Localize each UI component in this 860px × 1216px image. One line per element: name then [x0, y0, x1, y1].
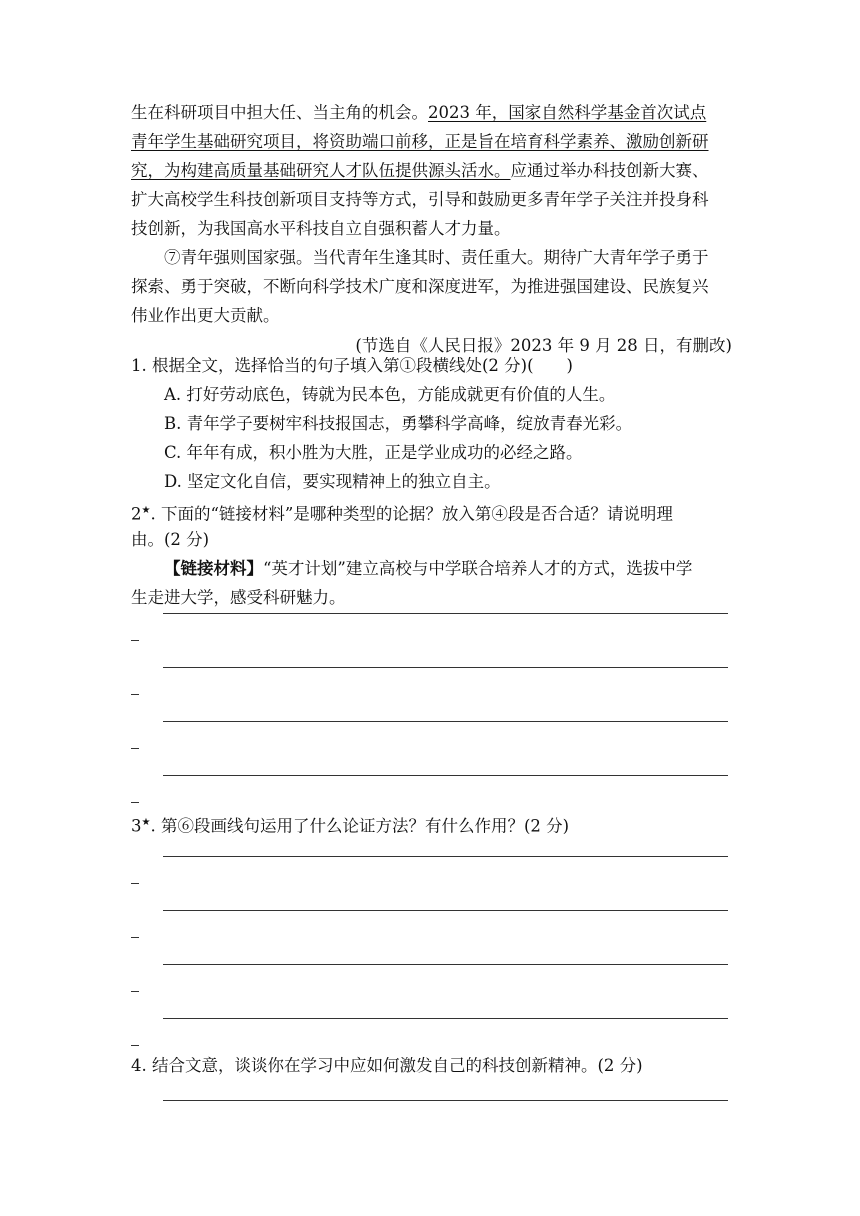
underlined-sentence: 青年学生基础研究项目，将资助端口前移，正是旨在培育科学素养、激励创新研	[131, 132, 709, 151]
passage-line: 伟业作出更大贡献。	[131, 306, 280, 325]
option-b: B. 青年学子要树牢科技报国志，勇攀科学高峰，绽放青春光彩。	[164, 414, 633, 433]
answer-line[interactable]	[163, 613, 728, 614]
passage-line: 扩大高校学生科技创新项目支持等方式，引导和鼓励更多青年学子关注并投身科	[131, 190, 709, 209]
answer-line[interactable]	[163, 856, 728, 857]
question-1-stem: 1. 根据全文，选择恰当的句子填入第①段横线处(2 分)( )	[131, 356, 573, 375]
question-text: . 第⑥段画线句运用了什么论证方法？有什么作用？(2 分)	[150, 816, 570, 836]
question-number: 3	[131, 816, 142, 836]
passage-line: 技创新，为我国高水平科技自立自强积蓄人才力量。	[131, 219, 511, 238]
answer-line[interactable]	[163, 775, 728, 776]
option-a: A. 打好劳动底色，铸就为民本色，方能成就更有价值的人生。	[164, 385, 616, 404]
answer-line[interactable]	[163, 910, 728, 911]
passage-line: ⑦青年强则国家强。当代青年生逢其时、责任重大。期待广大青年学子勇于	[164, 248, 709, 267]
material-text: 生走进大学，感受科研魅力。	[131, 588, 346, 607]
answer-line[interactable]	[163, 964, 728, 965]
question-2-stem-cont: 由。(2 分)	[131, 530, 210, 549]
passage-line	[131, 160, 709, 182]
option-d: D. 坚定文化自信，要实现精神上的独立自主。	[164, 472, 501, 491]
answer-line-stub	[131, 1045, 139, 1046]
passage-text: 生在科研项目中担大任、当主角的机会。	[131, 103, 428, 122]
question-text: . 下面的“链接材料”是哪种类型的论据？放入第④段是否合适？请说明理	[150, 504, 673, 524]
question-4-stem: 4. 结合文意，谈谈你在学习中应如何激发自己的科技创新精神。(2 分)	[131, 1056, 643, 1075]
star-icon: ★	[141, 505, 151, 516]
answer-line-stub	[131, 883, 139, 884]
answer-line-stub	[131, 640, 139, 641]
question-3-stem	[131, 812, 569, 838]
answer-line-stub	[131, 694, 139, 695]
underlined-sentence: 究，为构建高质量基础研究人才队伍提供源头活水。	[131, 161, 511, 180]
answer-line[interactable]	[163, 667, 728, 668]
star-icon: ★	[141, 817, 151, 828]
answer-line-stub	[131, 937, 139, 938]
answer-line-stub	[131, 748, 139, 749]
answer-line[interactable]	[163, 721, 728, 722]
passage-text: 应通过举办科技创新大赛、	[510, 161, 709, 180]
source-citation: (节选自《人民日报》2023 年 9 月 28 日，有删改)	[355, 336, 732, 355]
answer-line[interactable]	[163, 1100, 728, 1101]
passage-line	[131, 102, 706, 124]
answer-line-stub	[131, 991, 139, 992]
option-c: C. 年年有成，积小胜为大胜，正是学业成功的必经之路。	[164, 443, 583, 462]
question-2-stem	[131, 500, 673, 526]
question-number: 2	[131, 504, 142, 524]
link-material	[164, 558, 692, 580]
material-label: 【链接材料】	[164, 559, 263, 578]
answer-line[interactable]	[163, 1018, 728, 1019]
answer-line-stub	[131, 802, 139, 803]
material-text: “英才计划”建立高校与中学联合培养人才的方式，选拔中学	[263, 559, 693, 578]
passage-line: 探索、勇于突破，不断向科学技术广度和深度进军，为推进强国建设、民族复兴	[131, 277, 709, 296]
underlined-sentence: 2023 年，国家自然科学基金首次试点	[428, 103, 707, 122]
